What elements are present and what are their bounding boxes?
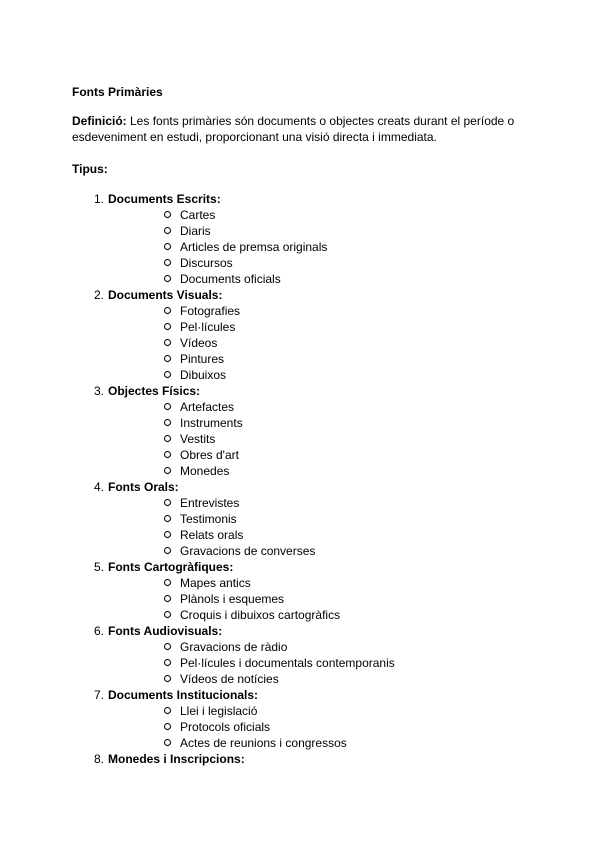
hollow-circle-bullet-icon: [164, 371, 171, 378]
type-row: [93, 687, 532, 703]
type-row: [93, 383, 532, 399]
hollow-circle-bullet-icon: [164, 675, 171, 682]
hollow-circle-bullet-icon: [164, 499, 171, 506]
type-list-item: [72, 559, 532, 623]
sub-list-item: [108, 207, 532, 223]
type-number: 6.: [93, 624, 104, 638]
sub-item-text: Vestits: [180, 432, 216, 446]
sub-list-item: [108, 703, 532, 719]
sub-item-text: Pel·lícules i documentals contemporanis: [180, 656, 395, 670]
sub-list-item: [108, 607, 532, 623]
types-list: [72, 191, 532, 767]
sub-item-text: Vídeos: [180, 336, 218, 350]
sub-item-text: Actes de reunions i congressos: [180, 736, 347, 750]
sub-item-text: Mapes antics: [180, 576, 251, 590]
type-name: Documents Escrits:: [108, 192, 221, 206]
type-list-item: [72, 687, 532, 751]
sub-list-item: [108, 223, 532, 239]
type-name: Fonts Audiovisuals:: [108, 624, 223, 638]
sub-list-item: [108, 527, 532, 543]
type-row: [93, 479, 532, 495]
sub-list-item: [108, 575, 532, 591]
sub-list-item: [108, 639, 532, 655]
definition-paragraph: [72, 113, 532, 145]
type-number: 1.: [93, 192, 104, 206]
definition-text: Les fonts primàries són documents o objectes creats durant el període o esdeveniment en estudi, proporcionant una visió directa i immediata.: [72, 114, 515, 144]
hollow-circle-bullet-icon: [164, 355, 171, 362]
sub-item-text: Dibuixos: [180, 368, 227, 382]
sub-list: [108, 303, 532, 383]
sub-list-item: [108, 431, 532, 447]
sub-list-item: [108, 351, 532, 367]
sub-item-text: Gravacions de converses: [180, 544, 316, 558]
type-number: 7.: [93, 688, 104, 702]
sub-item-text: Llei i legislació: [180, 704, 258, 718]
sub-item-text: Testimonis: [180, 512, 237, 526]
sub-list: [108, 575, 532, 623]
sub-list-item: [108, 447, 532, 463]
hollow-circle-bullet-icon: [164, 595, 171, 602]
hollow-circle-bullet-icon: [164, 723, 171, 730]
type-name: Monedes i Inscripcions:: [108, 752, 245, 766]
sub-item-text: Artefactes: [180, 400, 235, 414]
hollow-circle-bullet-icon: [164, 211, 171, 218]
hollow-circle-bullet-icon: [164, 227, 171, 234]
sub-list-item: [108, 255, 532, 271]
sub-item-text: Pel·lícules: [180, 320, 236, 334]
hollow-circle-bullet-icon: [164, 243, 171, 250]
sub-list-item: [108, 271, 532, 287]
type-number: 2.: [93, 288, 104, 302]
sub-item-text: Cartes: [180, 208, 216, 222]
sub-list: [108, 399, 532, 479]
sub-item-text: Fotografies: [180, 304, 241, 318]
type-row: [93, 191, 532, 207]
document-page: [72, 84, 532, 767]
hollow-circle-bullet-icon: [164, 259, 171, 266]
hollow-circle-bullet-icon: [164, 611, 171, 618]
type-list-item: [72, 287, 532, 383]
sub-item-text: Monedes: [180, 464, 230, 478]
hollow-circle-bullet-icon: [164, 419, 171, 426]
hollow-circle-bullet-icon: [164, 707, 171, 714]
sub-list-item: [108, 671, 532, 687]
type-row: [93, 287, 532, 303]
hollow-circle-bullet-icon: [164, 339, 171, 346]
type-list-item: [72, 751, 532, 767]
type-number: 5.: [93, 560, 104, 574]
sub-list: [108, 703, 532, 751]
sub-list-item: [108, 335, 532, 351]
type-list-item: [72, 623, 532, 687]
definition-label: Definició:: [72, 114, 127, 128]
type-number: 4.: [93, 480, 104, 494]
hollow-circle-bullet-icon: [164, 547, 171, 554]
hollow-circle-bullet-icon: [164, 659, 171, 666]
sub-item-text: Discursos: [180, 256, 233, 270]
sub-item-text: Obres d'art: [180, 448, 239, 462]
document-title: Fonts Primàries: [72, 85, 163, 99]
type-list-item: [72, 191, 532, 287]
hollow-circle-bullet-icon: [164, 579, 171, 586]
type-number: 3.: [93, 384, 104, 398]
hollow-circle-bullet-icon: [164, 515, 171, 522]
type-name: Fonts Cartogràfiques:: [108, 560, 234, 574]
type-list-item: [72, 383, 532, 479]
hollow-circle-bullet-icon: [164, 403, 171, 410]
type-name: Objectes Físics:: [108, 384, 201, 398]
sub-list-item: [108, 655, 532, 671]
type-list-item: [72, 479, 532, 559]
hollow-circle-bullet-icon: [164, 275, 171, 282]
sub-list-item: [108, 319, 532, 335]
sub-list: [108, 495, 532, 559]
sub-item-text: Protocols oficials: [180, 720, 271, 734]
sub-item-text: Documents oficials: [180, 272, 281, 286]
sub-item-text: Plànols i esquemes: [180, 592, 285, 606]
sub-item-text: Croquis i dibuixos cartogràfics: [180, 608, 341, 622]
sub-list-item: [108, 463, 532, 479]
sub-item-text: Diaris: [180, 224, 211, 238]
sub-list-item: [108, 399, 532, 415]
sub-list-item: [108, 735, 532, 751]
sub-item-text: Instruments: [180, 416, 243, 430]
type-row: [93, 751, 532, 767]
sub-item-text: Articles de premsa originals: [180, 240, 328, 254]
hollow-circle-bullet-icon: [164, 739, 171, 746]
sub-item-text: Gravacions de ràdio: [180, 640, 288, 654]
hollow-circle-bullet-icon: [164, 531, 171, 538]
hollow-circle-bullet-icon: [164, 435, 171, 442]
sub-item-text: Relats orals: [180, 528, 244, 542]
types-heading: Tipus:: [72, 162, 108, 176]
sub-list-item: [108, 367, 532, 383]
sub-list-item: [108, 719, 532, 735]
hollow-circle-bullet-icon: [164, 467, 171, 474]
type-row: [93, 559, 532, 575]
sub-list-item: [108, 303, 532, 319]
hollow-circle-bullet-icon: [164, 451, 171, 458]
type-name: Documents Institucionals:: [108, 688, 259, 702]
hollow-circle-bullet-icon: [164, 643, 171, 650]
type-number: 8.: [93, 752, 104, 766]
sub-list: [108, 207, 532, 287]
sub-list-item: [108, 415, 532, 431]
sub-list: [108, 639, 532, 687]
sub-list-item: [108, 543, 532, 559]
sub-item-text: Pintures: [180, 352, 225, 366]
sub-list-item: [108, 239, 532, 255]
sub-item-text: Vídeos de notícies: [180, 672, 279, 686]
type-row: [93, 623, 532, 639]
hollow-circle-bullet-icon: [164, 307, 171, 314]
sub-item-text: Entrevistes: [180, 496, 240, 510]
sub-list-item: [108, 591, 532, 607]
sub-list-item: [108, 495, 532, 511]
type-name: Documents Visuals:: [108, 288, 223, 302]
sub-list-item: [108, 511, 532, 527]
type-name: Fonts Orals:: [108, 480, 179, 494]
hollow-circle-bullet-icon: [164, 323, 171, 330]
